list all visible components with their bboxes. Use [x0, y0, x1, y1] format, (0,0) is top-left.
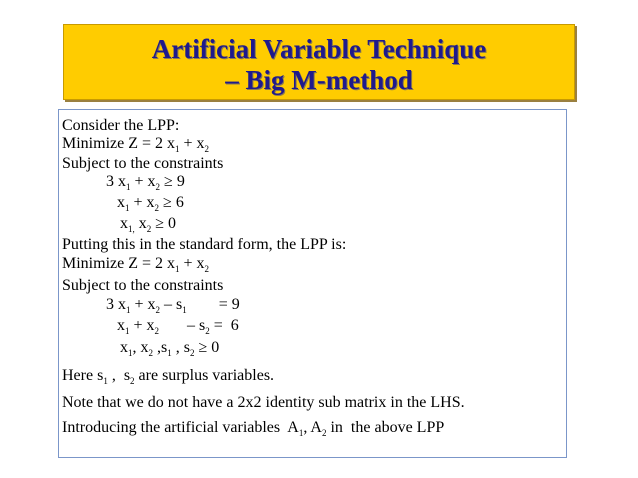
- subscript: 2: [205, 326, 210, 336]
- text-part: x: [117, 317, 125, 334]
- text-part: x: [117, 194, 125, 211]
- slide-title-line1: Artificial Variable Technique: [151, 34, 487, 64]
- text-artificial-vars: [62, 419, 444, 438]
- text-part: x: [134, 215, 147, 232]
- text-part: Here s: [62, 367, 104, 384]
- text-part: ≥ 9: [160, 173, 185, 190]
- subscript: 2: [204, 264, 210, 274]
- constraint-1: [106, 173, 185, 192]
- text-part: , x: [132, 339, 149, 356]
- subscript: 1: [125, 326, 130, 336]
- text-part: , s: [107, 367, 131, 384]
- text-part: = 6: [209, 317, 239, 334]
- subscript: 1: [126, 182, 131, 192]
- text-part: are surplus variables.: [134, 367, 275, 384]
- text-part: , s: [171, 339, 190, 356]
- subscript: 2: [130, 376, 135, 386]
- objective-line-2: [62, 255, 209, 274]
- text-part: – s: [159, 317, 206, 334]
- std-constraint-nonneg: [120, 339, 219, 358]
- subscript: 1: [128, 348, 133, 358]
- text-part: + x: [129, 317, 155, 334]
- subscript: 1: [167, 348, 172, 358]
- text-part: Minimize Z = 2 x: [62, 135, 176, 152]
- text-surplus: [62, 367, 274, 386]
- subscript: 2: [321, 428, 327, 438]
- subscript: 1: [175, 144, 180, 154]
- subscript: 2: [189, 348, 195, 358]
- text-part: + x: [179, 135, 205, 152]
- subscript: 1: [175, 264, 180, 274]
- text-part: in the above LPP: [326, 419, 445, 436]
- text-subject-to: Subject to the constraints: [62, 155, 224, 172]
- text-part: x: [120, 215, 128, 232]
- text-subject-to-2: Subject to the constraints: [62, 277, 224, 294]
- std-constraint-2: [117, 317, 239, 336]
- objective-line: [62, 135, 209, 154]
- text-identity-note: Note that we do not have a 2x2 identity sub matrix in the LHS.: [62, 394, 465, 411]
- constraint-nonneg: [120, 215, 176, 234]
- text-part: + x: [179, 255, 205, 272]
- text-part: ≥ 6: [159, 194, 184, 211]
- subscript: 1: [182, 305, 187, 315]
- text-part: = 9: [186, 296, 240, 313]
- std-constraint-1: [106, 296, 240, 315]
- text-part: ,s: [153, 339, 168, 356]
- text-part: + x: [129, 194, 155, 211]
- subscript: 2: [146, 224, 152, 234]
- subscript: 2: [154, 203, 160, 213]
- text-part: 3 x: [106, 173, 126, 190]
- text-part: , A: [303, 419, 322, 436]
- subscript: 2: [155, 182, 161, 192]
- text-part: + x: [130, 173, 156, 190]
- subscript: 2: [204, 144, 210, 154]
- text-part: Introducing the artificial variables A: [62, 419, 299, 436]
- text-part: 3 x: [106, 296, 126, 313]
- constraint-2: [117, 194, 184, 213]
- subscript: 2: [148, 348, 153, 358]
- text-consider: Consider the LPP:: [62, 117, 180, 134]
- subscript: 1: [298, 428, 304, 438]
- text-standard-form: Putting this in the standard form, the LPP is:: [62, 236, 347, 253]
- text-part: ≥ 0: [151, 215, 177, 232]
- subscript: 1: [125, 203, 130, 213]
- subscript: 2: [155, 305, 161, 315]
- text-part: – s: [160, 296, 183, 313]
- subscript: 2: [154, 326, 160, 336]
- text-part: x: [120, 339, 128, 356]
- text-part: Minimize Z = 2 x: [62, 255, 176, 272]
- title-banner: [63, 24, 575, 100]
- text-part: ≥ 0: [194, 339, 220, 356]
- text-part: + x: [130, 296, 156, 313]
- subscript: 1: [126, 305, 131, 315]
- subscript: 1,: [128, 224, 135, 234]
- slide-title-line2: – Big M-method: [225, 65, 413, 95]
- subscript: 1: [103, 376, 108, 386]
